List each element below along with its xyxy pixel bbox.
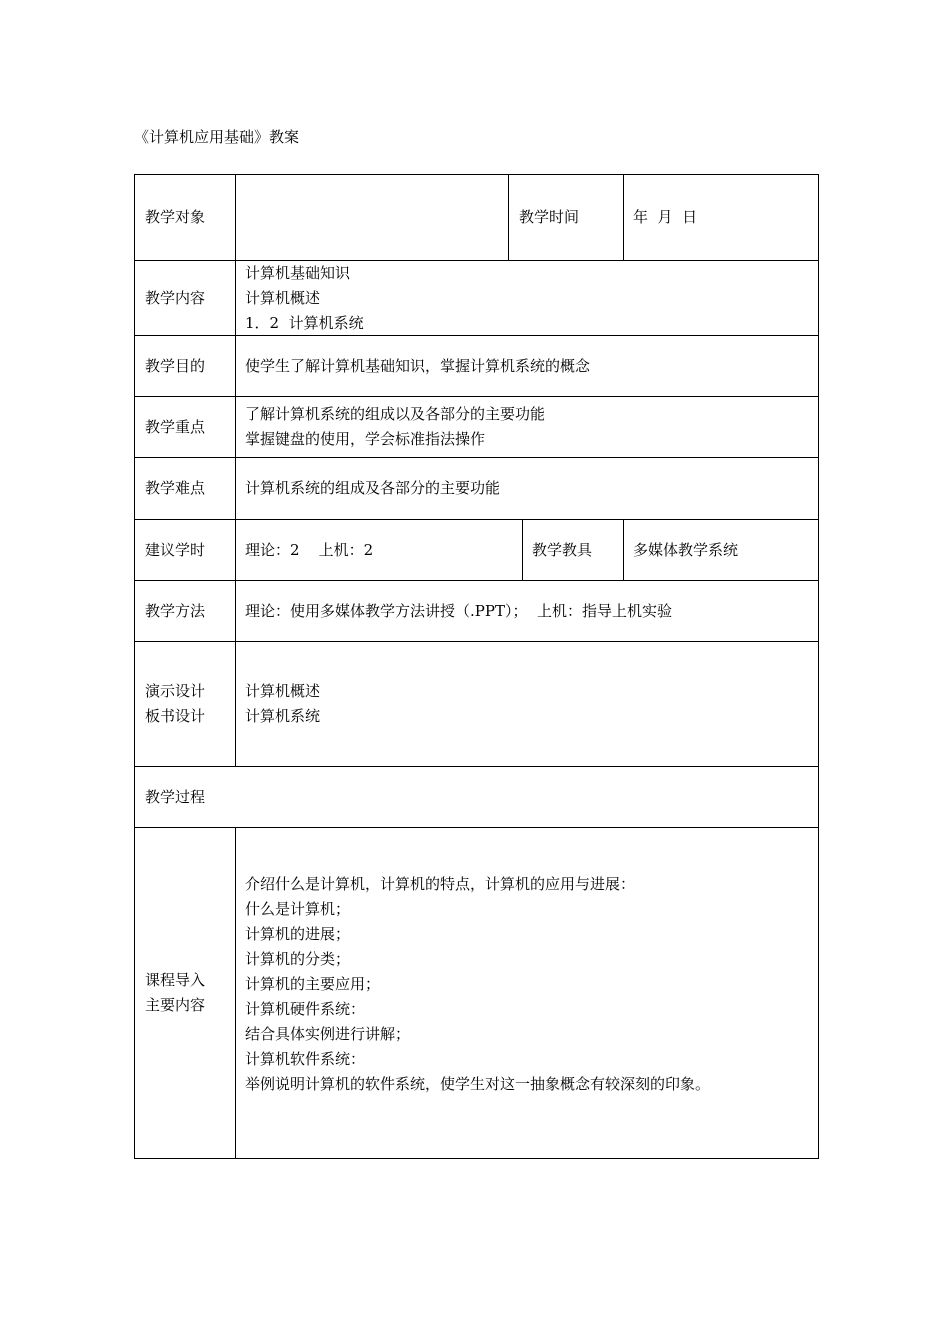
table-rule bbox=[134, 641, 819, 642]
table-rule bbox=[818, 174, 819, 1159]
objective-label: 教学目的 bbox=[145, 356, 206, 375]
content-line: 计算机概述 bbox=[245, 288, 321, 307]
content-label: 教学内容 bbox=[145, 288, 206, 307]
intro-line: 结合具体实例进行讲解； bbox=[245, 1025, 411, 1043]
table-rule bbox=[134, 174, 135, 1159]
objective-text: 使学生了解计算机基础知识，掌握计算机系统的概念 bbox=[245, 356, 591, 375]
content-text bbox=[245, 261, 364, 335]
intro-line: 计算机的分类； bbox=[245, 950, 351, 968]
design-label-line: 板书设计 bbox=[145, 707, 206, 725]
table-rule bbox=[134, 1158, 819, 1159]
tools-value: 多媒体教学系统 bbox=[633, 540, 739, 559]
focus-label: 教学重点 bbox=[145, 417, 206, 436]
table-rule bbox=[134, 174, 819, 175]
process-label: 教学过程 bbox=[145, 787, 206, 806]
intro-line: 什么是计算机； bbox=[245, 900, 351, 918]
focus-line: 掌握键盘的使用，学会标准指法操作 bbox=[245, 430, 486, 448]
table-rule bbox=[623, 519, 624, 580]
table-rule bbox=[522, 519, 523, 580]
intro-line: 计算机软件系统： bbox=[245, 1050, 366, 1068]
intro-label-line: 主要内容 bbox=[145, 996, 206, 1014]
table-rule bbox=[623, 174, 624, 260]
difficulty-label: 教学难点 bbox=[145, 479, 206, 497]
table-rule bbox=[235, 174, 236, 766]
target-label: 教学对象 bbox=[145, 208, 206, 226]
intro-line: 计算机的主要应用； bbox=[245, 975, 381, 993]
focus-line: 了解计算机系统的组成以及各部分的主要功能 bbox=[245, 405, 546, 423]
intro-label-line: 课程导入 bbox=[145, 971, 206, 989]
intro-line: 计算机的进展； bbox=[245, 925, 351, 943]
content-line: 1．2 计算机系统 bbox=[245, 313, 364, 332]
intro-line: 举例说明计算机的软件系统，使学生对这一抽象概念有较深刻的印象。 bbox=[245, 1075, 711, 1093]
design-label bbox=[145, 642, 205, 766]
table-rule bbox=[508, 174, 509, 260]
time-value: 年 月 日 bbox=[633, 208, 698, 226]
table-rule bbox=[134, 260, 819, 261]
intro-text bbox=[245, 828, 710, 1141]
hours-value: 理论：2 上机：2 bbox=[245, 540, 374, 559]
document-title: 《计算机应用基础》教案 bbox=[134, 128, 300, 146]
design-line: 计算机系统 bbox=[245, 707, 321, 725]
intro-label bbox=[145, 828, 205, 1158]
method-label: 教学方法 bbox=[145, 601, 206, 620]
hours-label: 建议学时 bbox=[145, 540, 206, 559]
method-value: 理论：使用多媒体教学方法讲授（.PPT）； 上机：指导上机实验 bbox=[245, 601, 672, 620]
tools-label: 教学教具 bbox=[532, 540, 593, 559]
difficulty-text: 计算机系统的组成及各部分的主要功能 bbox=[245, 479, 501, 497]
design-label-line: 演示设计 bbox=[145, 682, 206, 700]
content-line: 计算机基础知识 bbox=[245, 263, 351, 282]
focus-text bbox=[245, 397, 545, 457]
table-rule bbox=[134, 766, 819, 767]
design-text bbox=[245, 642, 320, 766]
design-line: 计算机概述 bbox=[245, 682, 321, 700]
intro-line: 介绍什么是计算机，计算机的特点，计算机的应用与进展： bbox=[245, 875, 636, 893]
table-rule bbox=[235, 827, 236, 1158]
time-label: 教学时间 bbox=[519, 208, 580, 226]
intro-line: 计算机硬件系统： bbox=[245, 1000, 366, 1018]
